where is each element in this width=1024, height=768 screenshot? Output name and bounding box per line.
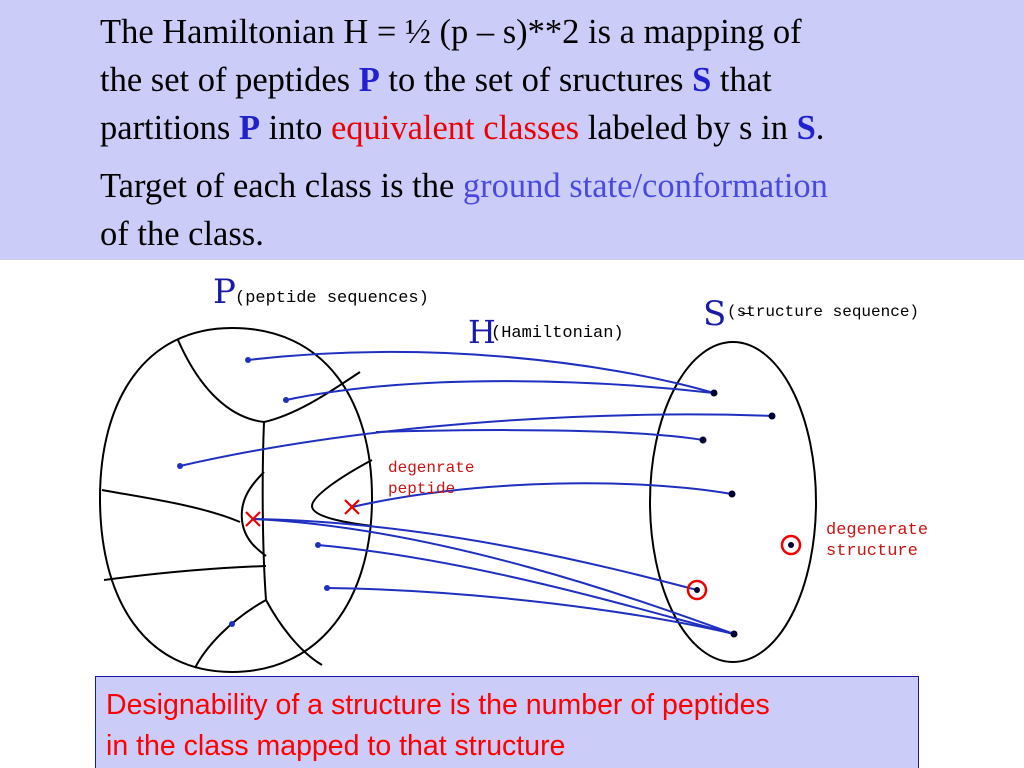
mapping-arrow — [180, 414, 772, 466]
paragraph-line — [100, 104, 980, 152]
partition-line — [178, 340, 264, 422]
paragraph-line — [100, 8, 980, 56]
peptide-point — [229, 621, 235, 627]
line-text: Target of each class is the — [100, 167, 463, 205]
paragraph-line — [100, 162, 980, 210]
mapping-diagram — [0, 260, 1024, 676]
target-paragraph — [100, 162, 980, 258]
partition-line — [104, 566, 266, 580]
h-letter: H — [468, 313, 496, 351]
line-text: of the class. — [100, 215, 264, 253]
s-set-letter: S — [703, 294, 727, 334]
structure-point — [731, 631, 738, 638]
p-set-letter: P — [213, 272, 236, 312]
set-p-symbol: P — [238, 109, 261, 147]
s-set-caption: (s̶tructure sequence) — [727, 303, 920, 321]
line-text: partitions — [100, 109, 239, 147]
line-text: . — [815, 109, 825, 147]
h-caption: (Hamiltonian) — [491, 324, 624, 343]
peptide-point — [315, 542, 321, 548]
line-text: the set of peptides — [100, 61, 359, 99]
structure-points — [700, 390, 776, 638]
line-text: that — [711, 61, 772, 99]
partition-line — [264, 372, 360, 422]
line-text: labeled by s in — [579, 109, 797, 147]
mapping-arrow — [254, 519, 734, 634]
designability-definition-box — [95, 676, 919, 768]
degenerate-structure-label: structure — [826, 542, 918, 561]
degenerate-peptide-label: peptide — [388, 480, 456, 498]
degenerate-structure-markers — [688, 536, 800, 599]
structure-point — [769, 413, 776, 420]
ground-state-term: ground state/conformation — [462, 167, 828, 205]
structure-point — [729, 491, 736, 498]
hamiltonian-paragraph — [100, 8, 980, 152]
definition-line: Designability of a structure is the number of peptides — [106, 689, 770, 721]
degenerate-structure-label: degenerate — [826, 521, 929, 540]
set-p-symbol: P — [358, 61, 380, 99]
paragraph-line — [100, 210, 980, 258]
equivalent-classes-term: equivalent classes — [330, 109, 580, 147]
peptide-points — [177, 357, 330, 627]
partition-line — [102, 490, 240, 522]
line-text: into — [260, 109, 331, 147]
mapping-arrows — [180, 352, 772, 634]
header-text-panel — [0, 0, 1024, 260]
peptide-point — [324, 585, 330, 591]
partition-line — [312, 460, 372, 526]
p-set-caption: (peptide sequences) — [235, 289, 429, 308]
line-text: The Hamiltonian H = ½ (p – s)**2 is a mapping of — [100, 13, 802, 51]
set-s-symbol: S — [692, 61, 712, 99]
line-text: to the set of sructures — [379, 61, 693, 99]
mapping-arrow — [376, 430, 703, 440]
peptide-point — [245, 357, 251, 363]
cross-mark-icon — [345, 500, 359, 514]
mapping-arrow — [254, 519, 697, 590]
degenerate-peptide-label: degenrate — [388, 459, 475, 477]
structure-point — [700, 437, 707, 444]
definition-line: in the class mapped to that structure — [106, 730, 566, 762]
structure-point — [788, 542, 794, 548]
structure-point — [711, 390, 718, 397]
structure-point — [694, 587, 700, 593]
peptide-point — [283, 397, 289, 403]
partition-line — [266, 600, 322, 665]
paragraph-line — [100, 56, 980, 104]
peptide-point — [177, 463, 183, 469]
set-s-symbol: S — [796, 109, 816, 147]
partition-line — [195, 600, 266, 668]
peptide-set — [100, 328, 372, 672]
